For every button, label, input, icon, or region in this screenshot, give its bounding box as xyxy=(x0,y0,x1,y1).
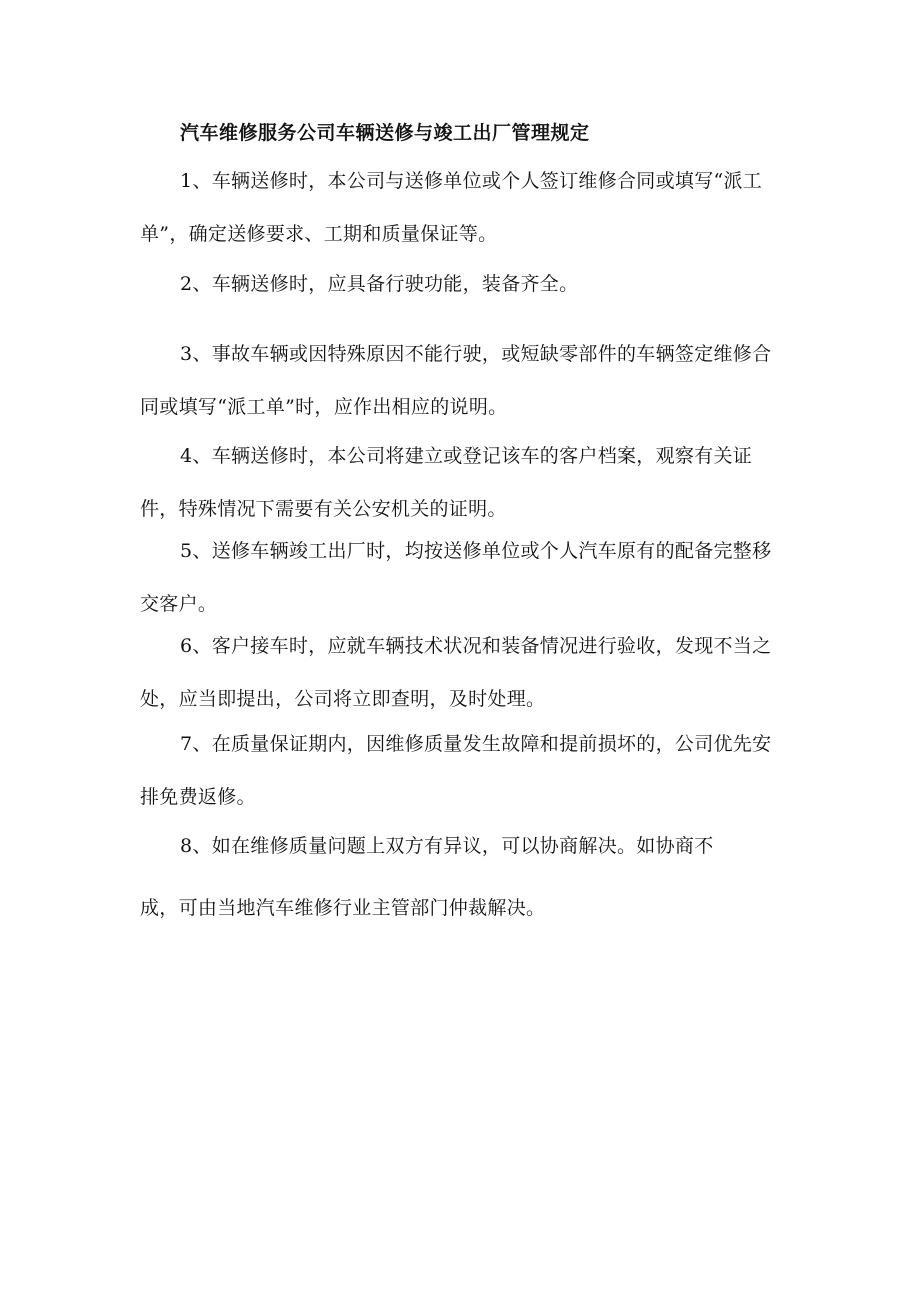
paragraph-2: 2、车辆送修时，应具备行驶功能，装备齐全。 xyxy=(180,273,579,295)
paragraph-6: 6、客户接车时，应就车辆技术状况和装备情况进行验收，发现不当之处，应当即提出，公司将立即查明，及时处理。 xyxy=(140,635,772,710)
paragraph-4: 4、车辆送修时，本公司将建立或登记该车的客户档案，观察有关证件，特殊情况下需要有关公安机关的证明。 xyxy=(140,445,753,520)
paragraph-3: 3、事故车辆或因特殊原因不能行驶，或短缺零部件的车辆签定维修合同或填写“派工单”时，应作出相应的说明。 xyxy=(140,343,772,418)
paragraph-5: 5、送修车辆竣工出厂时，均按送修单位或个人汽车原有的配备完整移交客户。 xyxy=(140,540,772,615)
document-title: 汽车维修服务公司车辆送修与竣工出厂管理规定 xyxy=(180,122,590,144)
paragraph-7: 7、在质量保证期内，因维修质量发生故障和提前损坏的，公司优先安排免费返修。 xyxy=(140,733,772,808)
paragraph-1: 1、车辆送修时，本公司与送修单位或个人签订维修合同或填写“派工单”，确定送修要求、工期和质量保证等。 xyxy=(140,170,763,245)
paragraph-8: 8、如在维修质量问题上双方有异议，可以协商解决。如协商不成，可由当地汽车维修行业主管部门仲裁解决。 xyxy=(140,835,714,919)
